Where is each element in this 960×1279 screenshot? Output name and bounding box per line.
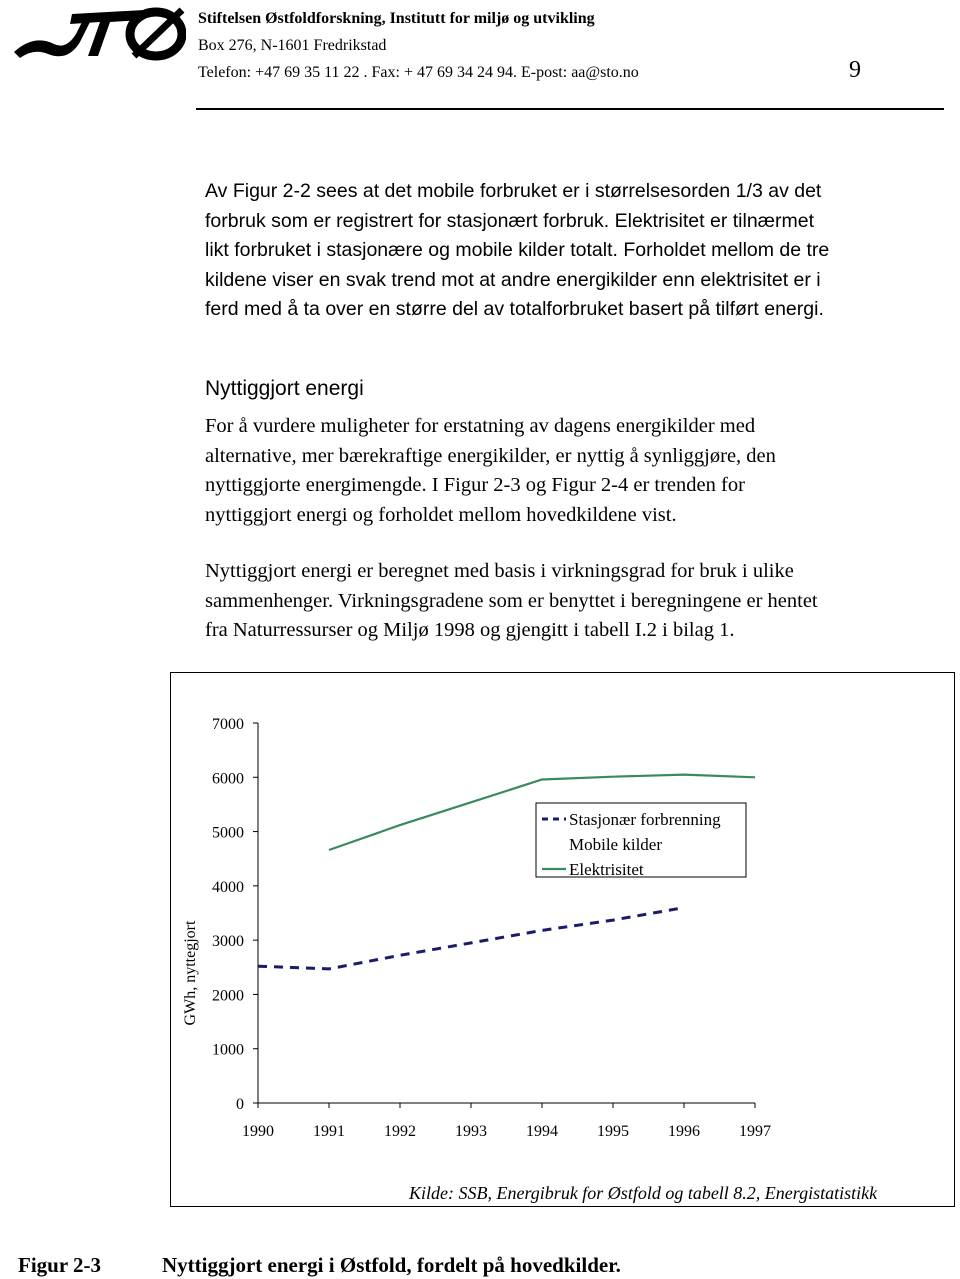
x-tick-label: 1990 <box>242 1123 274 1140</box>
y-tick-label: 0 <box>236 1096 244 1113</box>
chart-frame <box>170 672 955 1207</box>
paragraph-line: alternative, mer bærekraftige energikilder, er nyttig å synliggjøre, den <box>205 444 776 467</box>
series-line <box>258 908 684 969</box>
organization-name: Stiftelsen Østfoldforskning, Institutt for miljø og utvikling <box>198 10 595 27</box>
intro-line: ferd med å ta over en større del av totalforbruket basert på tilført energi. <box>205 298 824 320</box>
page-number: 9 <box>849 57 861 83</box>
x-tick-label: 1996 <box>668 1123 700 1140</box>
y-tick-label: 1000 <box>212 1041 244 1059</box>
intro-paragraph <box>205 177 925 325</box>
organization-contact: Telefon: +47 69 35 11 22 . Fax: + 47 69 34 24 94. E-post: aa@sto.no <box>198 64 639 81</box>
line-chart <box>171 673 956 1208</box>
paragraph-line: For å vurdere muligheter for erstatning av dagens energikilder med <box>205 415 756 437</box>
x-tick-label: 1991 <box>313 1123 345 1140</box>
intro-line: likt forbruket i stasjonære og mobile kilder totalt. Forholdet mellom de tre <box>205 239 830 261</box>
figure-caption: Nyttiggjort energi i Østfold, fordelt på hovedkilder. <box>162 1253 621 1277</box>
paragraph-line: fra Naturressurser og Miljø 1998 og gjengitt i tabell I.2 i bilag 1. <box>205 619 735 641</box>
y-tick-label: 7000 <box>212 716 244 733</box>
y-axis-label: GWh, nyttegjort <box>182 920 199 1026</box>
y-tick-label: 4000 <box>212 878 244 896</box>
intro-line: forbruk som er registrert for stasjonært forbruk. Elektrisitet er tilnærmet <box>205 209 815 232</box>
y-tick-label: 3000 <box>212 933 244 951</box>
header-rule <box>196 108 944 110</box>
x-tick-label: 1995 <box>597 1123 629 1140</box>
section-paragraph-1 <box>205 412 925 530</box>
paragraph-line: sammenhenger. Virkningsgradene som er benyttet i beregningene er hentet <box>205 589 818 612</box>
source-note: Kilde: SSB, Energibruk for Østfold og tabell 8.2, Energistatistikk <box>409 1183 878 1203</box>
section-heading: Nyttiggjort energi <box>205 377 364 400</box>
x-tick-label: 1992 <box>384 1123 416 1140</box>
x-tick-label: 1997 <box>739 1123 771 1140</box>
paragraph-line: nyttiggjorte energimengde. I Figur 2-3 og Figur 2-4 er trenden for <box>205 474 745 496</box>
organization-address: Box 276, N-1601 Fredrikstad <box>198 37 387 54</box>
paragraph-line: nyttiggjort energi og forholdet mellom hovedkildene vist. <box>205 503 677 526</box>
sto-logo <box>14 4 186 62</box>
y-tick-label: 5000 <box>212 824 244 842</box>
intro-line: Av Figur 2-2 sees at det mobile forbruket er i størrelsesorden 1/3 av det <box>205 180 822 202</box>
y-tick-label: 2000 <box>212 987 244 1005</box>
y-tick-label: 6000 <box>212 770 244 788</box>
legend-label: Elektrisitet <box>569 860 644 879</box>
legend-label: Stasjonær forbrenning <box>569 810 721 829</box>
paragraph-line: Nyttiggjort energi er beregnet med basis i virkningsgrad for bruk i ulike <box>205 560 794 582</box>
section-paragraph-2 <box>205 557 925 646</box>
legend-label: Mobile kilder <box>569 835 663 854</box>
x-tick-label: 1993 <box>455 1123 487 1140</box>
x-tick-label: 1994 <box>526 1123 558 1140</box>
intro-line: kildene viser en svak trend mot at andre energikilder enn elektrisitet er i <box>205 268 821 291</box>
figure-label: Figur 2-3 <box>18 1253 102 1277</box>
